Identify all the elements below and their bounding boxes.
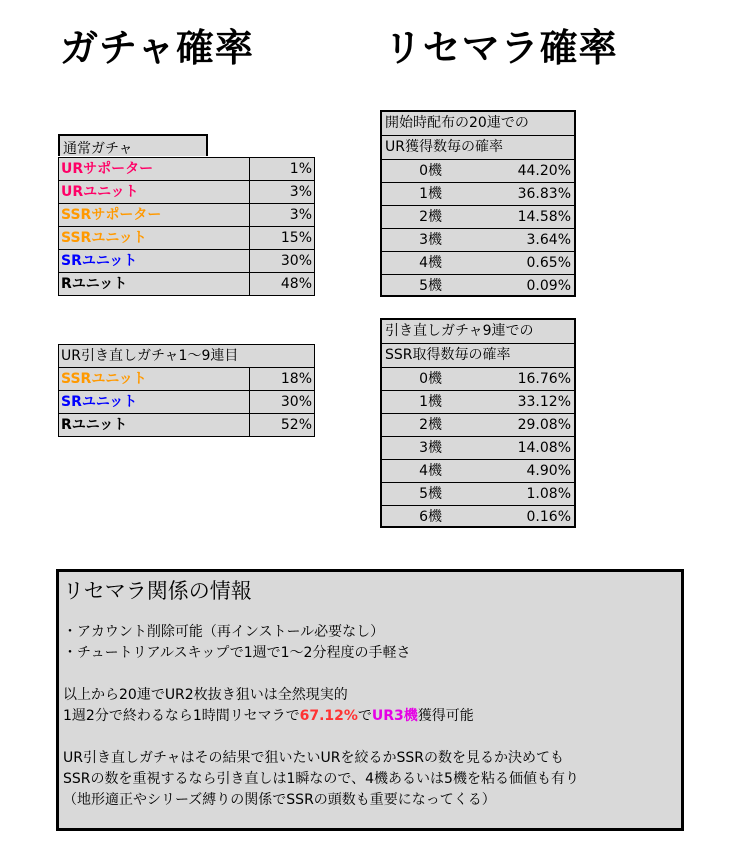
count-label: 0機 <box>419 371 442 387</box>
probability-value: 29.08% <box>517 417 571 433</box>
highlight-ur3: UR3機 <box>371 708 418 724</box>
probability-value: 0.65% <box>526 255 571 271</box>
probability-value: 44.20% <box>517 163 571 179</box>
probability-value: 14.58% <box>517 209 571 225</box>
reroll-rate-title: リセマラ確率 <box>384 26 618 70</box>
list-item <box>382 505 574 528</box>
unit-name: SSRユニット <box>59 368 250 391</box>
unit-name: URサポーター <box>59 158 250 181</box>
table-row <box>59 414 315 437</box>
table-row <box>59 158 315 181</box>
redraw-gacha-header: UR引き直しガチャ1～9連目 <box>59 345 315 368</box>
ur-dist-header-line1: 開始時配布の20連での <box>385 115 529 131</box>
probability-value: 16.76% <box>517 371 571 387</box>
rate-value: 18% <box>250 368 315 391</box>
rate-value: 1% <box>250 158 315 181</box>
count-label: 1機 <box>419 394 442 410</box>
count-label: 2機 <box>419 209 442 225</box>
rate-value: 48% <box>250 273 315 296</box>
normal-gacha-header: 通常ガチャ <box>58 134 208 156</box>
count-label: 6機 <box>419 509 442 525</box>
info-line-3: 以上から20連でUR2枚抜き狙いは全然現実的 <box>63 687 348 703</box>
rate-value: 15% <box>250 227 315 250</box>
table-row <box>59 250 315 273</box>
list-item <box>382 436 574 459</box>
ur-dist-header-line2: UR獲得数毎の確率 <box>382 135 574 159</box>
normal-gacha-table <box>58 157 315 296</box>
count-label: 4機 <box>419 463 442 479</box>
list-item <box>382 413 574 436</box>
table-row <box>59 181 315 204</box>
rate-value: 52% <box>250 414 315 437</box>
rate-value: 30% <box>250 250 315 273</box>
ssr-distribution-table <box>380 318 576 528</box>
table-row <box>59 368 315 391</box>
table-row <box>59 204 315 227</box>
count-label: 4機 <box>419 255 442 271</box>
table-header-row <box>59 345 315 368</box>
count-label: 3機 <box>419 440 442 456</box>
unit-name: SSRユニット <box>59 227 250 250</box>
list-item <box>382 459 574 482</box>
info-line-4-mid: で <box>357 708 372 724</box>
highlight-percentage: 67.12% <box>299 708 358 724</box>
rate-value: 3% <box>250 181 315 204</box>
probability-value: 0.16% <box>526 509 571 525</box>
ur-distribution-table <box>380 110 576 297</box>
list-item <box>382 482 574 505</box>
list-item <box>382 159 574 182</box>
unit-name: Rユニット <box>59 414 250 437</box>
table-row <box>59 273 315 296</box>
rate-value: 3% <box>250 204 315 227</box>
count-label: 2機 <box>419 417 442 433</box>
unit-name: SRユニット <box>59 391 250 414</box>
probability-value: 14.08% <box>517 440 571 456</box>
count-label: 1機 <box>419 186 442 202</box>
rate-value: 30% <box>250 391 315 414</box>
probability-value: 0.09% <box>526 278 571 294</box>
list-item <box>382 251 574 274</box>
unit-name: SRユニット <box>59 250 250 273</box>
count-label: 3機 <box>419 232 442 248</box>
ssr-dist-header-line1: 引き直しガチャ9連での <box>385 323 534 339</box>
list-item <box>382 367 574 390</box>
probability-value: 36.83% <box>517 186 571 202</box>
info-bullet-2: ・チュートリアルスキップで1週で1～2分程度の手軽さ <box>63 645 411 661</box>
count-label: 5機 <box>419 486 442 502</box>
probability-value: 3.64% <box>526 232 571 248</box>
list-item <box>382 274 574 297</box>
unit-name: SSRサポーター <box>59 204 250 227</box>
redraw-gacha-table <box>58 344 315 437</box>
info-line-4-pre: 1週2分で終わるなら1時間リセマラで <box>63 708 300 724</box>
info-heading: リセマラ関係の情報 <box>63 579 252 603</box>
list-item <box>382 390 574 413</box>
reroll-info-box <box>56 569 684 831</box>
unit-name: Rユニット <box>59 273 250 296</box>
info-line-5: UR引き直しガチャはその結果で狙いたいURを絞るかSSRの数を見るか決めても <box>63 750 565 766</box>
unit-name: URユニット <box>59 181 250 204</box>
probability-value: 33.12% <box>517 394 571 410</box>
list-item <box>382 182 574 205</box>
info-line-4-post: 獲得可能 <box>417 708 474 724</box>
table-row <box>59 227 315 250</box>
info-bullet-1: ・アカウント削除可能（再インストール必要なし） <box>63 624 385 640</box>
probability-value: 1.08% <box>526 486 571 502</box>
info-line-4 <box>63 706 677 727</box>
list-item <box>382 205 574 228</box>
info-line-7: （地形適正やシリーズ縛りの関係でSSRの頭数も重要になってくる） <box>63 792 496 808</box>
info-line-6: SSRの数を重視するなら引き直しは1瞬なので、4機あるいは5機を粘る価値も有り <box>63 771 579 787</box>
probability-value: 4.90% <box>526 463 571 479</box>
ssr-dist-header-line2: SSR取得数毎の確率 <box>382 343 574 367</box>
count-label: 5機 <box>419 278 442 294</box>
list-item <box>382 228 574 251</box>
table-row <box>59 391 315 414</box>
count-label: 0機 <box>419 163 442 179</box>
gacha-rate-title: ガチャ確率 <box>60 26 254 70</box>
